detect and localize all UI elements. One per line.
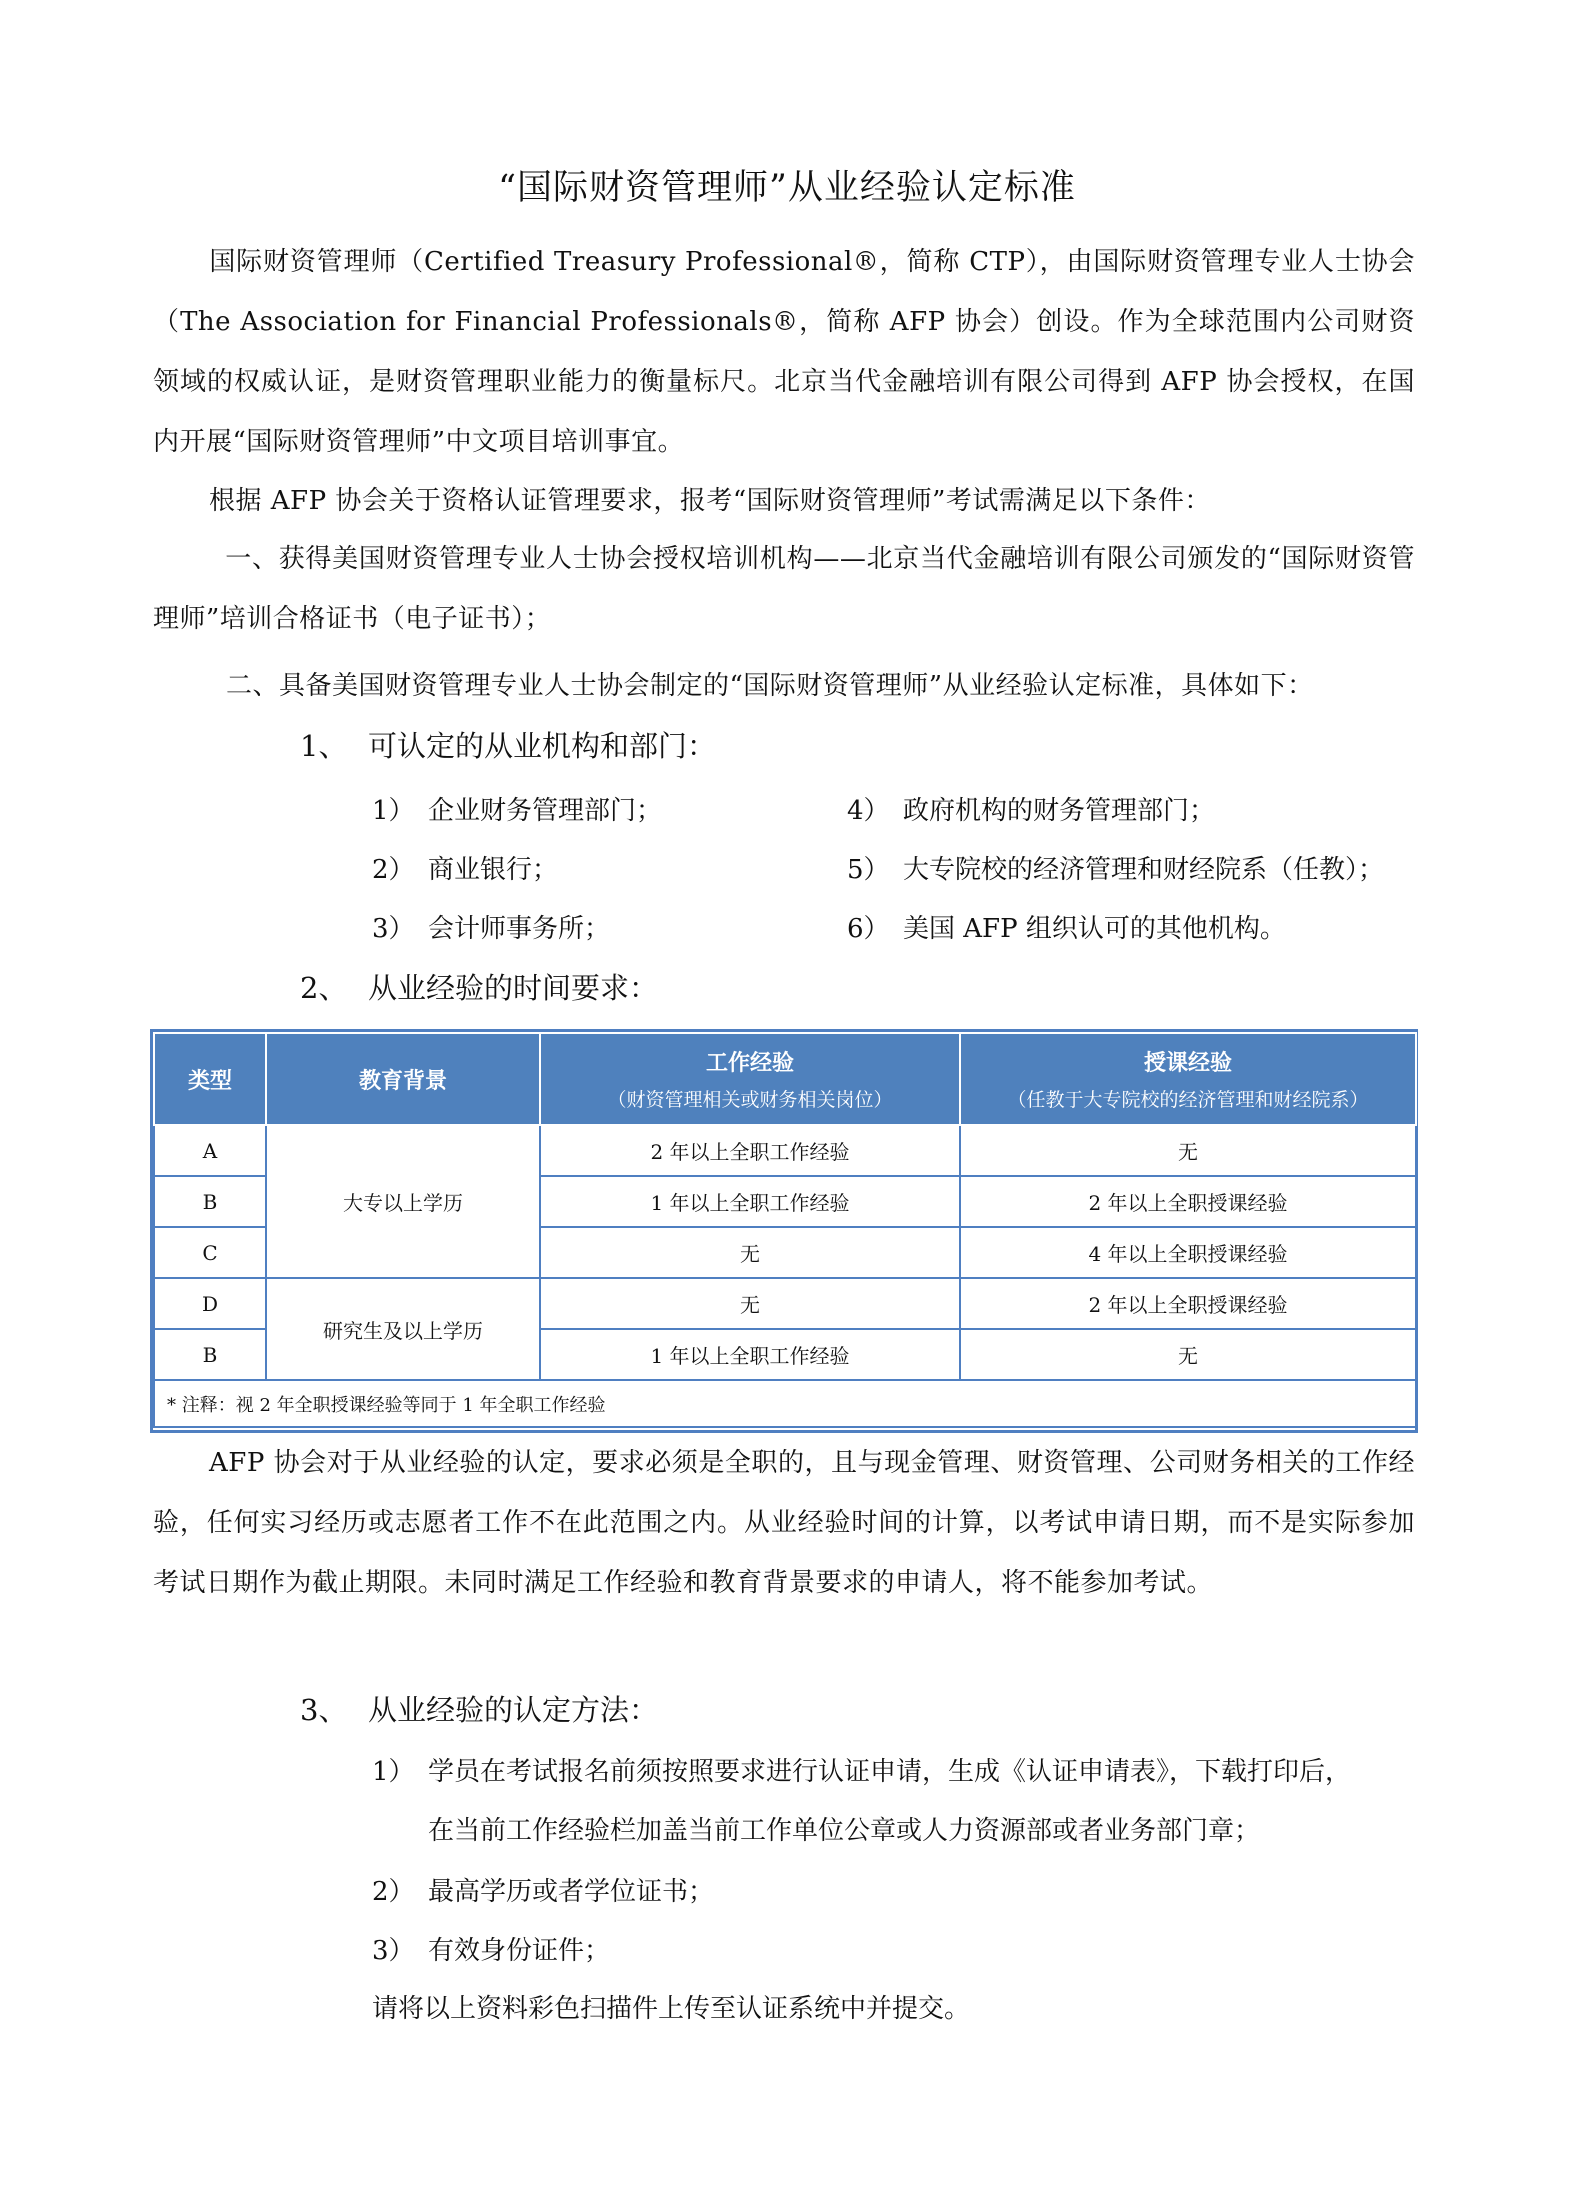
table-row (154, 1125, 1416, 1176)
cell-type: B (154, 1329, 266, 1380)
list-item: 2） 商业银行； (372, 855, 559, 885)
header-type: 类型 (154, 1033, 266, 1125)
list-item: 4） 政府机构的财务管理部门； (847, 796, 1216, 826)
cell-education: 大专以上学历 (266, 1125, 540, 1278)
cell-work: 无 (540, 1227, 960, 1278)
intro-paragraph (153, 232, 1415, 472)
document-title: “国际财资管理师”从业经验认定标准 (498, 168, 1076, 208)
requirements-table-wrapper (150, 1029, 1418, 1433)
cell-teach: 2 年以上全职授课经验 (960, 1176, 1416, 1227)
list-item: 1） 企业财务管理部门； (372, 796, 663, 826)
cell-type: D (154, 1278, 266, 1329)
section-3-number: 3、 (300, 1693, 348, 1727)
cell-type: B (154, 1176, 266, 1227)
cell-education: 研究生及以上学历 (266, 1278, 540, 1380)
closing-instruction: 请将以上资料彩色扫描件上传至认证系统中并提交。 (372, 1994, 971, 2024)
requirements-table (153, 1032, 1417, 1428)
section-1-number: 1、 (300, 729, 348, 763)
cell-teach: 4 年以上全职授课经验 (960, 1227, 1416, 1278)
header-work: 工作经验 （财资管理相关或财务相关岗位） (540, 1033, 960, 1125)
section-3-heading (300, 1688, 658, 1732)
list-item: 1） 学员在考试报名前须按照要求进行认证申请，生成《认证申请表》，下载打印后， (372, 1757, 1352, 1787)
cell-type: C (154, 1227, 266, 1278)
section-1-heading (300, 724, 716, 768)
condition-2: 二、具备美国财资管理专业人士协会制定的“国际财资管理师”从业经验认定标准，具体如下： (226, 671, 1314, 701)
condition-1-paragraph (153, 529, 1415, 649)
section-2-number: 2、 (300, 971, 348, 1005)
cell-teach: 无 (960, 1125, 1416, 1176)
section-2-title: 从业经验的时间要求： (368, 971, 659, 1005)
list-item-continuation: 在当前工作经验栏加盖当前工作单位公章或人力资源部或者业务部门章； (428, 1816, 1261, 1846)
table-header-row (154, 1033, 1416, 1125)
cell-teach: 2 年以上全职授课经验 (960, 1278, 1416, 1329)
intro-text: 国际财资管理师（Certified Treasury Professional®，简称 CTP），由国际财资管理专业人士协会（The Association for Financial Professionals®，简称 AFP 协会）创设。作为全球范围内公司财资领域的权威认证，是财资管理职业能力的衡量标尺。北京当代金融培训有限公司得到 AFP 协会授权，在国内开展“国际财资管理师”中文项目培训事宜。 (153, 247, 1415, 457)
list-item: 5） 大专院校的经济管理和财经院系（任教）； (847, 855, 1385, 885)
list-item: 6） 美国 AFP 组织认可的其他机构。 (847, 914, 1286, 944)
header-education: 教育背景 (266, 1033, 540, 1125)
table-note-row (154, 1380, 1416, 1427)
list-item: 3） 会计师事务所； (372, 914, 611, 944)
afp-note-text: AFP 协会对于从业经验的认定，要求必须是全职的，且与现金管理、财资管理、公司财务相关的工作经验，任何实习经历或志愿者工作不在此范围之内。从业经验时间的计算，以考试申请日期，而不是实际参加考试日期作为截止期限。未同时满足工作经验和教育背景要求的申请人，将不能参加考试。 (153, 1448, 1415, 1598)
table-note: * 注释：视 2 年全职授课经验等同于 1 年全职工作经验 (154, 1380, 1416, 1427)
cell-work: 1 年以上全职工作经验 (540, 1329, 960, 1380)
list-item: 2） 最高学历或者学位证书； (372, 1877, 715, 1907)
cell-work: 1 年以上全职工作经验 (540, 1176, 960, 1227)
cell-work: 2 年以上全职工作经验 (540, 1125, 960, 1176)
section-1-title: 可认定的从业机构和部门： (368, 729, 717, 763)
cell-teach: 无 (960, 1329, 1416, 1380)
header-teach: 授课经验 （任教于大专院校的经济管理和财经院系） (960, 1033, 1416, 1125)
cell-work: 无 (540, 1278, 960, 1329)
cell-type: A (154, 1125, 266, 1176)
afp-note-paragraph (153, 1433, 1415, 1613)
section-3-title: 从业经验的认定方法： (368, 1693, 659, 1727)
table-row (154, 1278, 1416, 1329)
conditions-intro: 根据 AFP 协会关于资格认证管理要求，报考“国际财资管理师”考试需满足以下条件： (209, 486, 1211, 516)
list-item: 3） 有效身份证件； (372, 1936, 611, 1966)
section-2-heading (300, 966, 658, 1010)
condition-1-text: 一、获得美国财资管理专业人士协会授权培训机构——北京当代金融培训有限公司颁发的“国际财资管理师”培训合格证书（电子证书）； (153, 544, 1415, 634)
